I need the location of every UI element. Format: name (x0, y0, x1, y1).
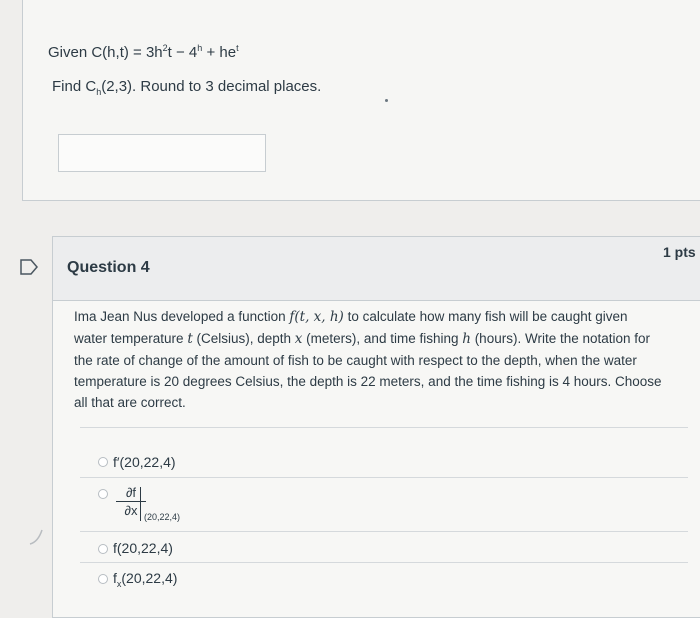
question-points: 1 pts (663, 244, 696, 260)
divider (80, 562, 688, 563)
given-function: Given $C(h,t) = 3h^2t - 4^h + he^t$ (48, 43, 239, 61)
find-instruction: Find $C_h(2,3)$. Round to 3 decimal places. (52, 78, 322, 97)
option-3-label[interactable]: f(20,22,4) (113, 540, 173, 556)
flag-question-icon[interactable] (20, 259, 38, 275)
question-header (53, 237, 700, 301)
option-2-checkbox[interactable] (98, 489, 108, 499)
option-4-label[interactable]: $f_x(20,22,4)$ (113, 570, 178, 589)
cursor-dot (385, 99, 388, 102)
divider (80, 477, 688, 478)
divider (80, 427, 688, 428)
answer-input[interactable] (58, 134, 266, 172)
option-2-partial-derivative[interactable]: ∂f ∂x (116, 485, 146, 518)
option-4-checkbox[interactable] (98, 574, 108, 584)
option-3-checkbox[interactable] (98, 544, 108, 554)
question-text: Ima Jean Nus developed a function f(t, x, h) to calculate how many fish will be caught given water temperature t (Celsius), depth x (meters), and time fishing h (hours). Write the notation for the rate of change of the amount of fish to be caught with respect to the depth, when the water temperature is 20 degrees Celsius, the depth is 22 meters, and the time fishing is 4 hours. Choose all that are correct. (74, 309, 662, 410)
evaluation-bar (140, 487, 141, 521)
question-title: Question 4 (67, 259, 150, 276)
option-2-eval-point: (20,22,4) (144, 512, 181, 522)
option-1-checkbox[interactable] (98, 457, 108, 467)
margin-mark (28, 528, 44, 546)
option-1-label[interactable]: f′(20,22,4) (113, 454, 176, 470)
divider (80, 531, 688, 532)
